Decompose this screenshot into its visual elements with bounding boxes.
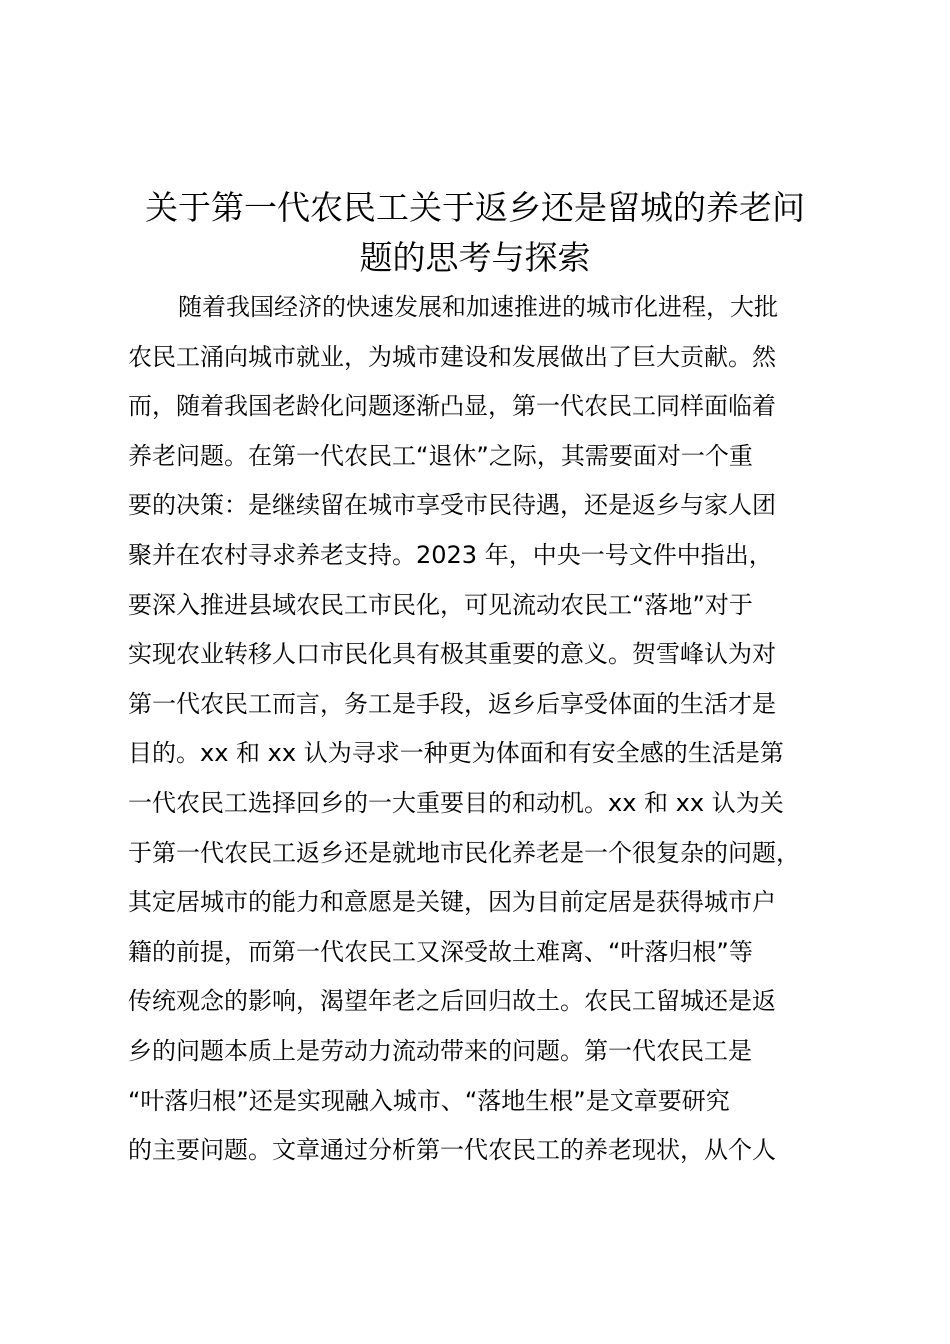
title-line-2: 题的思考与探索	[359, 238, 591, 277]
paragraph-line-16: 乡的问题本质上是劳动力流动带来的问题。第一代农民工是	[128, 1036, 752, 1065]
paragraph-line-4: 养老问题。在第一代农民工“退休”之际，其需要面对一个重	[128, 441, 753, 470]
title-line-1: 关于第一代农民工关于返乡还是留城的养老问	[145, 188, 805, 227]
paragraph-line-7: 要深入推进县域农民工市民化，可见流动农民工“落地”对于	[128, 590, 753, 619]
paragraph-line-5: 要的决策：是继续留在城市享受市民待遇，还是返乡与家人团	[128, 491, 776, 520]
paragraph-line-6: 聚并在农村寻求养老支持。2023 年，中央一号文件中指出，	[128, 540, 773, 569]
paragraph-line-3: 而，随着我国老龄化问题逐渐凸显，第一代农民工同样面临着	[128, 392, 776, 421]
paragraph-line-9: 第一代农民工而言，务工是手段，返乡后享受体面的生活才是	[128, 689, 776, 718]
paragraph-line-12: 于第一代农民工返乡还是就地市民化养老是一个很复杂的问题，	[128, 838, 800, 867]
paragraph-line-15: 传统观念的影响，渴望年老之后回归故土。农民工留城还是返	[128, 987, 776, 1016]
paragraph-line-14: 籍的前提，而第一代农民工又深受故土难离、“叶落归根”等	[128, 937, 753, 966]
body-paragraph	[128, 283, 838, 1176]
paragraph-line-13: 其定居城市的能力和意愿是关键，因为目前定居是获得城市户	[128, 888, 776, 917]
paragraph-line-2: 农民工涌向城市就业，为城市建设和发展做出了巨大贡献。然	[128, 342, 776, 371]
paragraph-line-10: 目的。xx 和 xx 认为寻求一种更为体面和有安全感的生活是第	[128, 739, 784, 768]
paragraph-line-11: 一代农民工选择回乡的一大重要目的和动机。xx 和 xx 认为关	[128, 788, 784, 817]
document-title	[110, 183, 840, 283]
paragraph-line-17: “叶落归根”还是实现融入城市、“落地生根”是文章要研究	[128, 1086, 730, 1115]
paragraph-line-8: 实现农业转移人口市民化具有极其重要的意义。贺雪峰认为对	[128, 640, 776, 669]
paragraph-line-1: 随着我国经济的快速发展和加速推进的城市化进程，大批	[178, 293, 778, 321]
paragraph-line-18: 的主要问题。文章通过分析第一代农民工的养老现状，从个人	[128, 1136, 776, 1165]
